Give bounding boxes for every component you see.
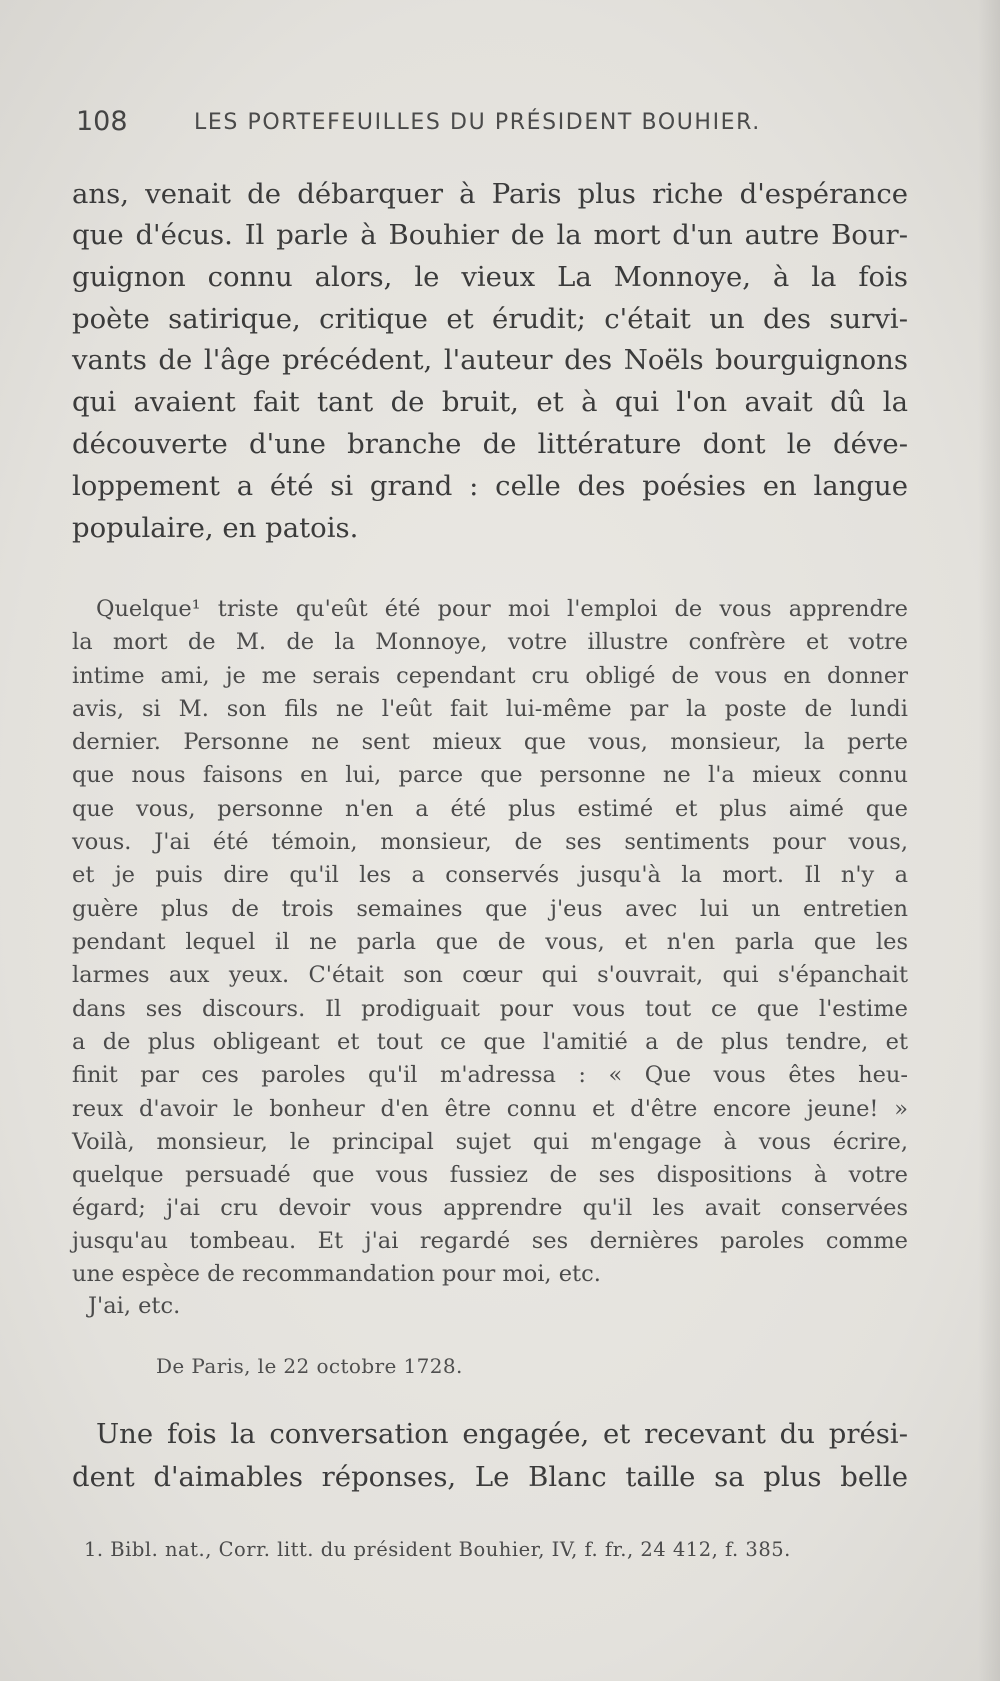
text-line: que d'écus. Il parle à Bouhier de la mort d'un autre Bour- (72, 219, 908, 251)
text-line: Une fois la conversation engagée, et recevant du prési- (96, 1418, 908, 1450)
letter-line: jusqu'au tombeau. Et j'ai regardé ses dernières paroles comme (72, 1228, 908, 1254)
text-line: qui avaient fait tant de bruit, et à qui l'on avait dû la (72, 386, 908, 418)
text-line: découverte d'une branche de littérature dont le déve- (72, 428, 908, 460)
letter-line: reux d'avoir le bonheur d'en être connu et d'être encore jeune! » (72, 1096, 908, 1122)
letter-line: quelque persuadé que vous fussiez de ses dispositions à votre (72, 1162, 908, 1188)
letter-line: et je puis dire qu'il les a conservés jusqu'à la mort. Il n'y a (72, 862, 908, 888)
page-edge-shadow (978, 0, 1000, 1681)
letter-line: a de plus obligeant et tout ce que l'amitié a de plus tendre, et (72, 1029, 908, 1055)
letter-line: intime ami, je me serais cependant cru obligé de vous en donner (72, 663, 908, 689)
letter-line: que vous, personne n'en a été plus estimé et plus aimé que (72, 796, 908, 822)
text-line: populaire, en patois. (72, 512, 359, 544)
letter-line: Voilà, monsieur, le principal sujet qui m'engage à vous écrire, (72, 1129, 908, 1155)
running-title: LES PORTEFEUILLES DU PRÉSIDENT BOUHIER. (194, 110, 761, 135)
letter-line: avis, si M. son fils ne l'eût fait lui-même par la poste de lundi (72, 696, 908, 722)
letter-line: larmes aux yeux. C'était son cœur qui s'ouvrait, qui s'épanchait (72, 962, 908, 988)
letter-line: égard; j'ai cru devoir vous apprendre qu'il les avait conservées (72, 1195, 908, 1221)
letter-line: finit par ces paroles qu'il m'adressa : « Que vous êtes heu- (72, 1062, 908, 1088)
letter-line: que nous faisons en lui, parce que personne ne l'a mieux connu (72, 762, 908, 788)
page-header (76, 106, 916, 146)
text-line: guignon connu alors, le vieux La Monnoye, à la fois (72, 261, 908, 293)
letter-line: pendant lequel il ne parla que de vous, et n'en parla que les (72, 929, 908, 955)
letter-signoff: J'ai, etc. (88, 1293, 181, 1319)
letter-dateline: De Paris, le 22 octobre 1728. (156, 1354, 463, 1378)
text-line: loppement a été si grand : celle des poésies en langue (72, 470, 908, 502)
text-line: poète satirique, critique et érudit; c'était un des survi- (72, 303, 908, 335)
letter-line: la mort de M. de la Monnoye, votre illustre confrère et votre (72, 629, 908, 655)
letter-line: guère plus de trois semaines que j'eus avec lui un entretien (72, 896, 908, 922)
text-line: vants de l'âge précédent, l'auteur des Noëls bourguignons (72, 344, 908, 376)
letter-line: vous. J'ai été témoin, monsieur, de ses sentiments pour vous, (72, 829, 908, 855)
footnote: 1. Bibl. nat., Corr. litt. du président Bouhier, IV, f. fr., 24 412, f. 385. (84, 1538, 791, 1561)
text-line: ans, venait de débarquer à Paris plus riche d'espérance (72, 178, 908, 210)
letter-line: dans ses discours. Il prodiguait pour vous tout ce que l'estime (72, 996, 908, 1022)
page-number: 108 (76, 106, 128, 137)
letter-line: dernier. Personne ne sent mieux que vous, monsieur, la perte (72, 729, 908, 755)
text-line: dent d'aimables réponses, Le Blanc taille sa plus belle (72, 1461, 908, 1493)
letter-line: Quelque¹ triste qu'eût été pour moi l'emploi de vous apprendre (96, 596, 908, 622)
letter-line: une espèce de recommandation pour moi, etc. (72, 1261, 601, 1287)
